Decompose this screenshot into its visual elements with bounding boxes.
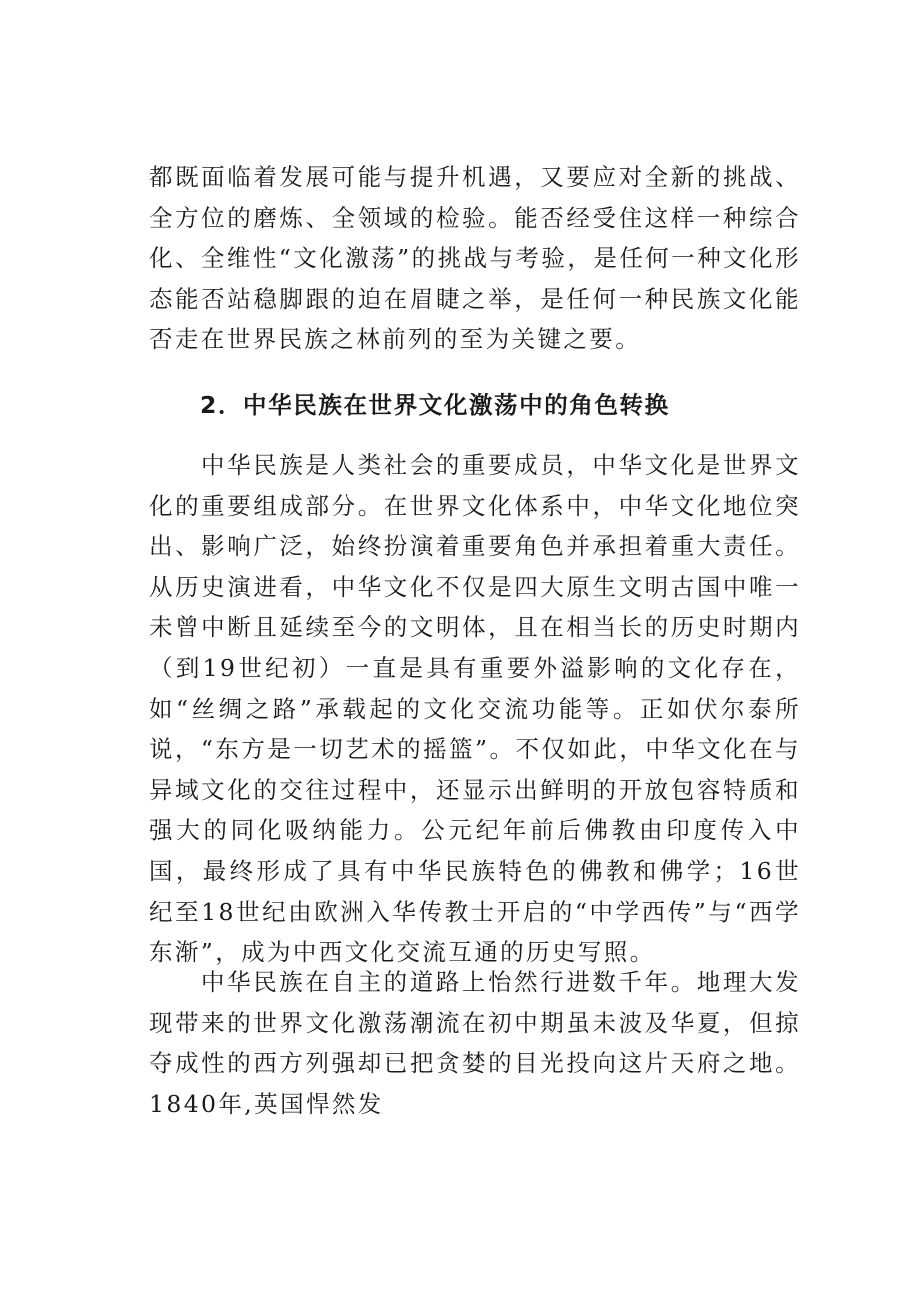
- paragraph-role-of-chinese-culture: 中华民族是人类社会的重要成员，中华文化是世界文化的重要组成部分。在世界文化体系中，中华文化地位突出、影响广泛，始终扮演着重要角色并承担着重大责任。从历史演进看，中华文化不仅是四大原生文明古国中唯一未曾中断且延续至今的文明体，且在相当长的历史时期内（到19世纪初）一直是具有重要外溢影响的文化存在，如“丝绸之路”承载起的文化交流功能等。正如伏尔泰所说，“东方是一切艺术的摇篮”。不仅如此，中华文化在与异域文化的交往过程中，还显示出鲜明的开放包容特质和强大的同化吸纳能力。公元纪年前后佛教由印度传入中国，最终形成了具有中华民族特色的佛教和佛学；16世纪至18世纪由欧洲入华传教士开启的“中学西传”与“西学东渐”，成为中西文化交流互通的历史写照。: [149, 451, 801, 967]
- section-heading: 2．中华民族在世界文化激荡中的角色转换: [200, 391, 670, 419]
- paragraph-historical-path: 中华民族在自主的道路上怡然行进数千年。地理大发现带来的世界文化激荡潮流在初中期虽未波及华夏，但掠夺成性的西方列强却已把贪婪的目光投向这片天府之地。1840年,英国悍然发: [149, 968, 801, 1118]
- paragraph-continued: 都既面临着发展可能与提升机遇，又要应对全新的挑战、全方位的磨炼、全领域的检验。能否经受住这样一种综合化、全维性“文化激荡”的挑战与考验，是任何一种文化形态能否站稳脚跟的迫在眉睫之举，是任何一种民族文化能否走在世界民族之林前列的至为关键之要。: [149, 163, 801, 354]
